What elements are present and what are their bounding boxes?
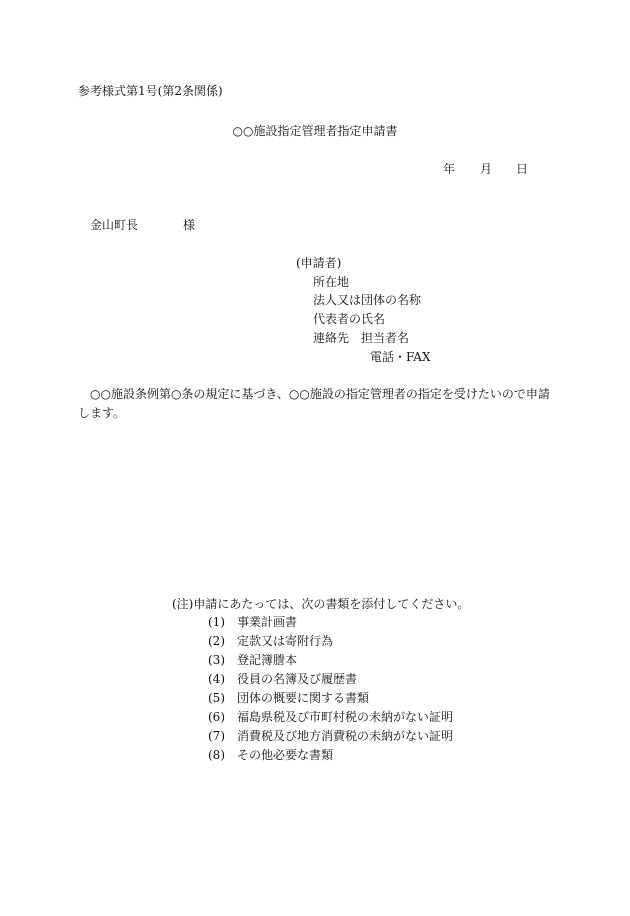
list-item xyxy=(208,614,453,633)
application-body-text: ○○施設条例第○条の規定に基づき、○○施設の指定管理者の指定を受けたいので申請します。 xyxy=(78,387,550,420)
addressee-name: 金山町長 xyxy=(90,218,139,232)
date-month-label: 月 xyxy=(480,162,493,176)
list-item-text: 団体の概要に関する書類 xyxy=(237,691,370,705)
document-title: ○○施設指定管理者指定申請書 xyxy=(232,124,398,138)
list-item-number: (3) xyxy=(208,653,225,667)
list-item-number: (4) xyxy=(208,672,225,686)
list-item xyxy=(208,728,453,747)
contact-person-label: 連絡先 担当者名 xyxy=(313,331,410,345)
list-item-number: (1) xyxy=(208,615,225,629)
list-item xyxy=(208,747,453,766)
form-number: 参考様式第1号(第2条関係) xyxy=(78,84,223,98)
address-label: 所在地 xyxy=(313,275,350,289)
list-item-number: (5) xyxy=(208,691,225,705)
list-item xyxy=(208,652,453,671)
list-item-number: (2) xyxy=(208,634,225,648)
list-item-text: 役員の名簿及び履歴書 xyxy=(237,672,358,686)
list-item-text: 福島県税及び市町村税の未納がない証明 xyxy=(237,710,454,724)
organization-name-label: 法人又は団体の名称 xyxy=(313,293,422,307)
applicant-section-label: (申請者) xyxy=(296,256,342,270)
attachment-list xyxy=(208,614,453,766)
list-item-text: 事業計画書 xyxy=(237,615,298,629)
addressee-honorific: 様 xyxy=(183,218,196,232)
list-item xyxy=(208,671,453,690)
list-item-text: その他必要な書類 xyxy=(237,748,334,762)
list-item xyxy=(208,633,453,652)
notes-intro: (注)申請にあたっては、次の書類を添付してください。 xyxy=(172,597,470,611)
representative-name-label: 代表者の氏名 xyxy=(313,312,386,326)
list-item xyxy=(208,690,453,709)
list-item-text: 登記簿謄本 xyxy=(237,653,298,667)
list-item xyxy=(208,709,453,728)
phone-fax-label: 電話・FAX xyxy=(370,350,431,364)
list-item-text: 定款又は寄附行為 xyxy=(237,634,334,648)
list-item-number: (7) xyxy=(208,729,225,743)
list-item-text: 消費税及び地方消費税の未納がない証明 xyxy=(237,729,454,743)
list-item-number: (8) xyxy=(208,748,225,762)
list-item-number: (6) xyxy=(208,710,225,724)
date-year-label: 年 xyxy=(443,162,456,176)
date-day-label: 日 xyxy=(516,162,529,176)
